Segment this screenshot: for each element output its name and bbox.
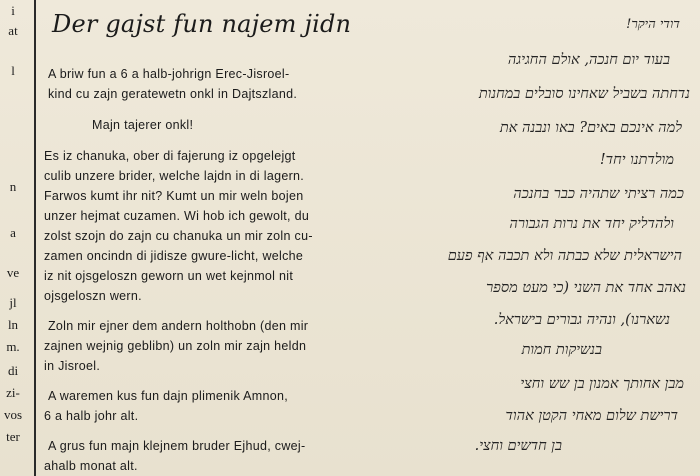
margin-fragment: zi- — [6, 385, 20, 400]
yiddish-column — [44, 6, 374, 476]
hebrew-line: בעוד יום חנכה, אולם החגיגה — [507, 52, 670, 68]
hebrew-line: בנשיקות חמות — [521, 342, 602, 358]
paragraph-line: Farwos kumt ihr nit? Kumt un mir weln bojen — [44, 189, 304, 203]
paragraph-line: culib unzere brider, welche lajdn in di lagern. — [44, 169, 305, 183]
hebrew-line: נשארנו), ונהיה גבורים בישראל. — [493, 312, 670, 328]
margin-fragment: m. — [6, 339, 20, 354]
hebrew-line: למה אינכם באים? באו ונבנה את — [499, 120, 682, 136]
paragraph-line: A waremen kus fun dajn plimenik Amnon, — [48, 389, 288, 403]
hebrew-line: כמה רציתי שתהיה כבר בחנכה — [513, 186, 684, 202]
hebrew-line: דרישת שלום מאחי הקטן אהוד — [505, 408, 678, 424]
margin-fragment: at — [8, 23, 18, 38]
paragraph-line: ojsgeloszn wern. — [44, 289, 142, 303]
hebrew-line: מבן אחותך אמנון בן שש וחצי — [520, 376, 684, 392]
margin-fragment: di — [7, 363, 19, 378]
margin-fragment: n — [9, 179, 17, 194]
margin-fragment: jl — [9, 295, 17, 310]
paragraph-line: zamen oncindn di jidisze gwure-licht, welche — [44, 249, 304, 263]
margin-fragment: vos — [3, 407, 23, 422]
hebrew-line: הישראלית שלא כבתה ולא תכבה אף פעם — [447, 248, 682, 264]
subtitle-line: kind cu zajn geratewetn onkl in Dajtszland. — [48, 87, 298, 101]
article-title: Der gajst fun najem jidn — [52, 10, 352, 38]
hebrew-line: בן חדשים וחצי. — [474, 438, 562, 454]
subtitle-line: A briw fun a 6 a halb-johrign Erec-Jisroel- — [48, 67, 290, 81]
paragraph-line: Zoln mir ejner dem andern holthobn (den mir — [48, 319, 309, 333]
paragraph-line: 6 a halb johr alt. — [44, 409, 139, 423]
margin-fragment: a — [10, 225, 16, 240]
hebrew-line: נאהב אחד את השני (כי מעט מספר — [486, 280, 686, 296]
paragraph-3 — [44, 386, 374, 426]
paragraph-line: ahalb monat alt. — [44, 459, 138, 473]
margin-fragment: ve — [6, 265, 20, 280]
hebrew-line: דודי היקר! — [626, 17, 680, 32]
margin-fragment: ln — [7, 317, 19, 332]
article-subtitle — [48, 64, 374, 104]
hebrew-line: נדחתה בשביל שאחינו סובלים במחנות — [478, 86, 690, 102]
margin-fragment: ter — [6, 429, 20, 444]
paragraph-line: Es iz chanuka, ober di fajerung iz opgelejgt — [44, 149, 296, 163]
margin-fragment: i — [11, 3, 15, 18]
margin-fragment: l — [11, 63, 15, 78]
paragraph-1 — [44, 146, 374, 306]
paragraph-line: A grus fun majn klejnem bruder Ejhud, cwej- — [48, 439, 306, 453]
paragraph-line: iz nit ojsgeloszn geworn un wet kejnmol nit — [44, 269, 294, 283]
paragraph-line: in Jisroel. — [44, 359, 101, 373]
paragraph-line: zolst szojn do zajn cu chanuka un mir zoln cu- — [44, 229, 313, 243]
hebrew-line: מולדתנו יחד! — [599, 152, 674, 168]
paragraph-2 — [44, 316, 374, 376]
hebrew-line: ולהדליק יחד את נרות הגבורה — [509, 216, 674, 232]
left-margin-fragments — [0, 0, 26, 476]
salutation: Majn tajerer onkl! — [92, 118, 194, 132]
paragraph-line: unzer hejmat cuzamen. Wi hob ich gewolt, du — [44, 209, 310, 223]
column-divider — [34, 0, 36, 476]
paragraph-4 — [44, 436, 374, 476]
paragraph-line: zajnen wejnig geblibn) un zoln mir zajn heldn — [44, 339, 307, 353]
